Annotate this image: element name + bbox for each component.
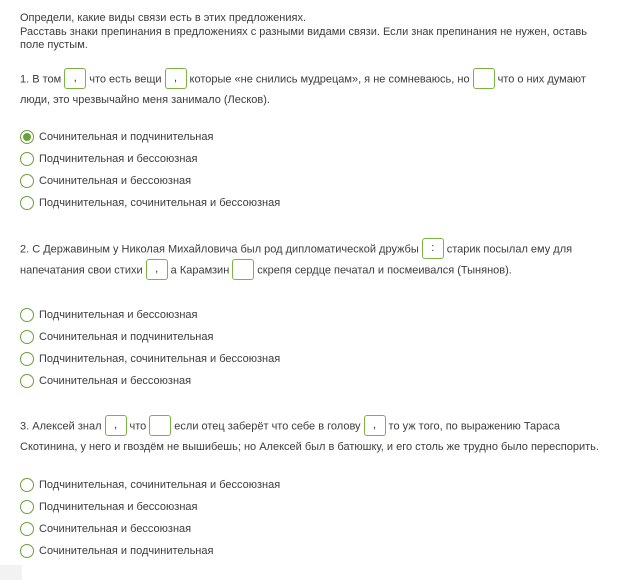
q1-punctuation-field-3[interactable] <box>473 68 495 89</box>
radio-icon[interactable] <box>20 544 34 558</box>
q3-option-4[interactable]: Сочинительная и подчинительная <box>20 540 280 562</box>
q1-punctuation-field-1[interactable]: , <box>64 68 86 89</box>
q1-option-3[interactable]: Сочинительная и бессоюзная <box>20 170 280 192</box>
radio-selected-icon[interactable] <box>20 130 34 144</box>
q2-option-1[interactable]: Подчинительная и бессоюзная <box>20 304 280 326</box>
question-1-text: 1. В том , что есть вещи , которые «не снились мудрецам», я не сомневаюсь, но что о них думают люди, это чрезвычайно меня занимало (Лесков). <box>20 69 615 111</box>
radio-icon[interactable] <box>20 478 34 492</box>
radio-icon[interactable] <box>20 330 34 344</box>
q2-option-4[interactable]: Сочинительная и бессоюзная <box>20 370 280 392</box>
q1-punctuation-field-2[interactable]: , <box>165 68 187 89</box>
q3-option-2[interactable]: Подчинительная и бессоюзная <box>20 496 280 518</box>
question-2-text: 2. С Державиным у Николая Михайловича был род дипломатической дружбы : старик посылал ему для напечатания свои стихи , а Карамзин скрепя сердце печатал и посмеивался (Тынянов). <box>20 239 615 282</box>
radio-icon[interactable] <box>20 374 34 388</box>
question-1-options <box>20 126 280 214</box>
q2-punctuation-field-2[interactable]: , <box>146 259 168 280</box>
q3-punctuation-field-3[interactable]: , <box>364 415 386 436</box>
q2-option-3[interactable]: Подчинительная, сочинительная и бессоюзная <box>20 348 280 370</box>
radio-icon[interactable] <box>20 522 34 536</box>
question-2-options <box>20 304 280 392</box>
q1-option-4[interactable]: Подчинительная, сочинительная и бессоюзная <box>20 192 280 214</box>
q3-punctuation-field-1[interactable]: , <box>105 415 127 436</box>
radio-icon[interactable] <box>20 174 34 188</box>
radio-icon[interactable] <box>20 196 34 210</box>
q3-punctuation-field-2[interactable] <box>149 415 171 436</box>
radio-icon[interactable] <box>20 500 34 514</box>
instructions-line-1: Определи, какие виды связи есть в этих предложениях. <box>20 12 307 24</box>
instructions <box>20 12 610 53</box>
q2-punctuation-field-1[interactable]: : <box>422 238 444 259</box>
radio-icon[interactable] <box>20 352 34 366</box>
radio-icon[interactable] <box>20 308 34 322</box>
q1-option-2[interactable]: Подчинительная и бессоюзная <box>20 148 280 170</box>
corner-decoration <box>0 565 22 580</box>
radio-icon[interactable] <box>20 152 34 166</box>
question-3-text: 3. Алексей знал , что если отец заберёт что себе в голову , то уж того, по выражению Тараса Скотинина, у него и гвоздём не вышибешь; но Алексей был в батюшку, и его столь же трудно было переспорить. <box>20 416 615 458</box>
q2-punctuation-field-3[interactable] <box>232 259 254 280</box>
q2-option-2[interactable]: Сочинительная и подчинительная <box>20 326 280 348</box>
q1-option-1[interactable]: Сочинительная и подчинительная <box>20 126 280 148</box>
q3-option-3[interactable]: Сочинительная и бессоюзная <box>20 518 280 540</box>
instructions-line-2: Расставь знаки препинания в предложениях с разными видами связи. Если знак препинания не нужен, оставь поле пустым. <box>20 25 587 51</box>
question-3-options <box>20 474 280 562</box>
q3-option-1[interactable]: Подчинительная, сочинительная и бессоюзная <box>20 474 280 496</box>
